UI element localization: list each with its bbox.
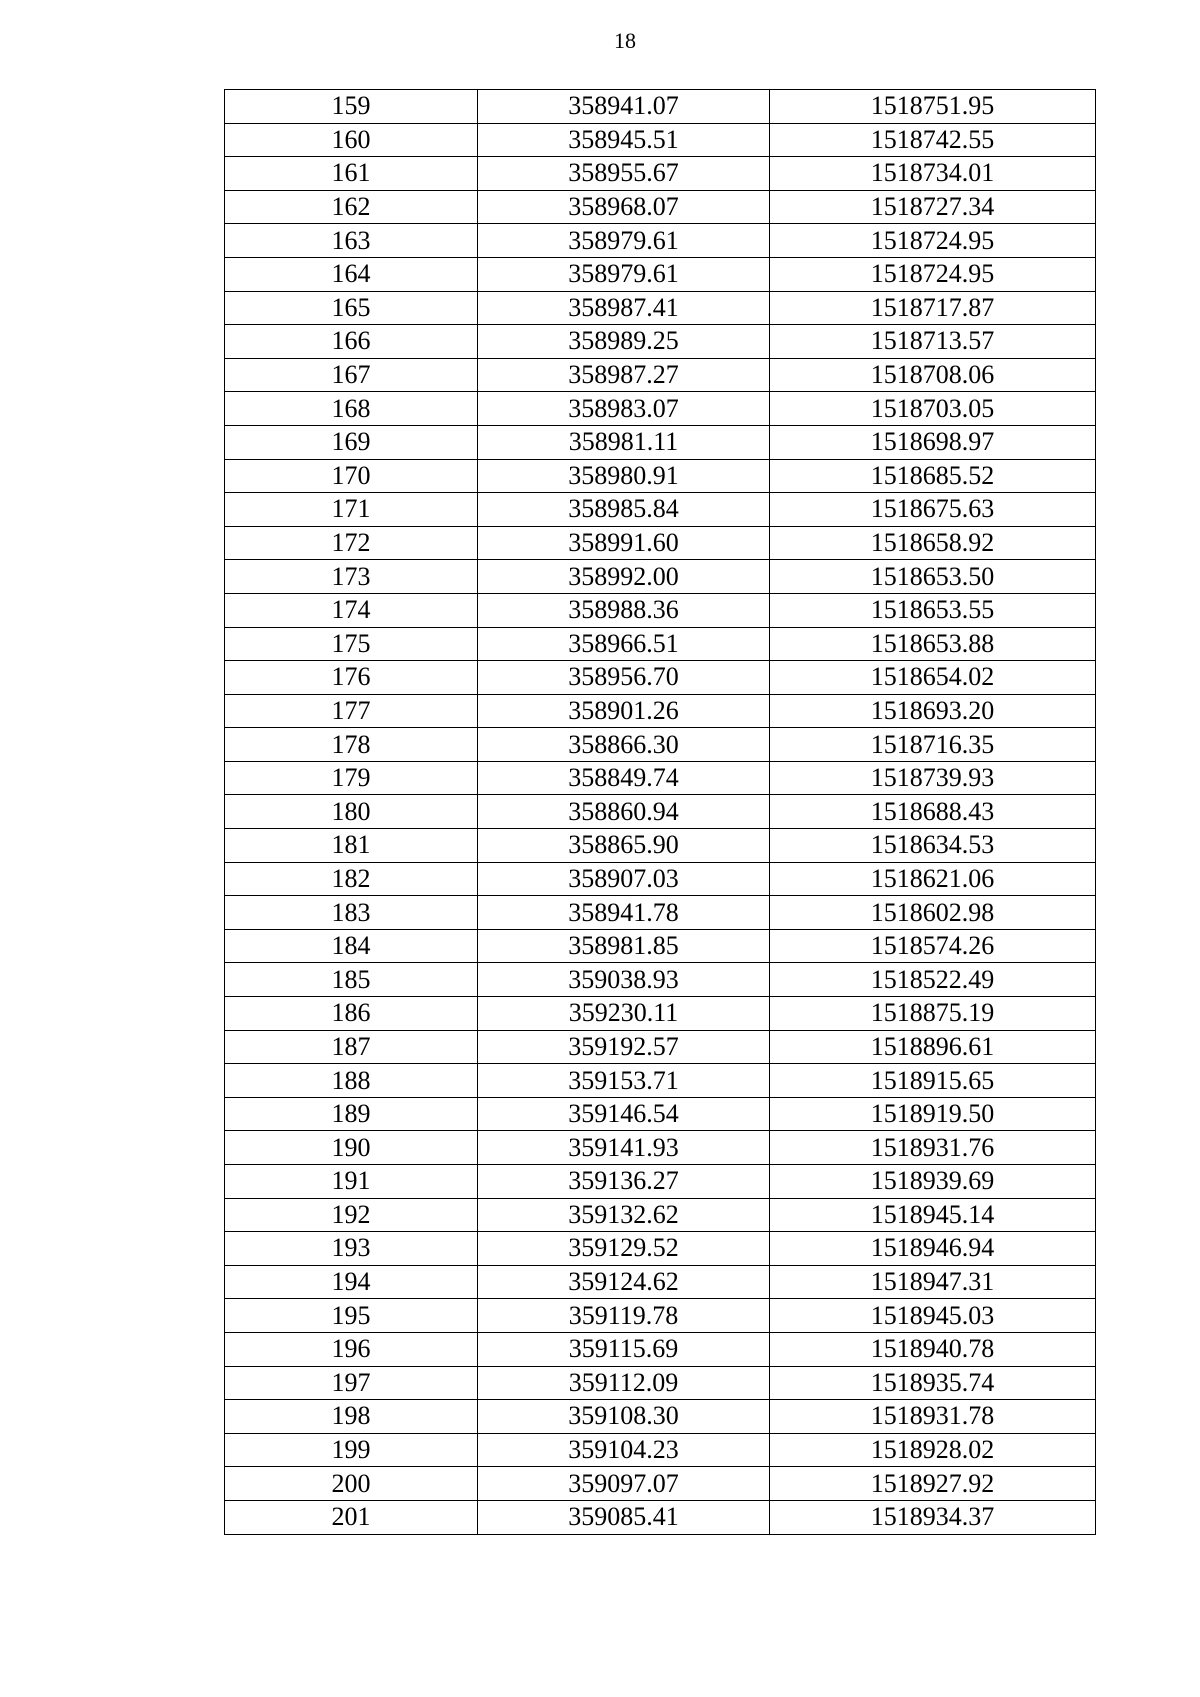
y-coordinate-cell: 1518945.03 (770, 1299, 1096, 1333)
x-coordinate-cell: 358865.90 (478, 829, 770, 863)
point-number-cell: 171 (225, 493, 478, 527)
y-coordinate-cell: 1518751.95 (770, 90, 1096, 124)
point-number-cell: 162 (225, 190, 478, 224)
y-coordinate-cell: 1518940.78 (770, 1332, 1096, 1366)
point-number-cell: 161 (225, 157, 478, 191)
point-number-cell: 185 (225, 963, 478, 997)
x-coordinate-cell: 358945.51 (478, 123, 770, 157)
y-coordinate-cell: 1518693.20 (770, 694, 1096, 728)
point-number-cell: 168 (225, 392, 478, 426)
x-coordinate-cell: 359153.71 (478, 1064, 770, 1098)
point-number-cell: 183 (225, 896, 478, 930)
table-row (225, 896, 1096, 930)
table-row (225, 190, 1096, 224)
x-coordinate-cell: 358966.51 (478, 627, 770, 661)
y-coordinate-cell: 1518742.55 (770, 123, 1096, 157)
x-coordinate-cell: 359230.11 (478, 997, 770, 1031)
table-row (225, 1467, 1096, 1501)
point-number-cell: 188 (225, 1064, 478, 1098)
y-coordinate-cell: 1518716.35 (770, 728, 1096, 762)
y-coordinate-cell: 1518602.98 (770, 896, 1096, 930)
point-number-cell: 164 (225, 257, 478, 291)
x-coordinate-cell: 358979.61 (478, 224, 770, 258)
point-number-cell: 172 (225, 526, 478, 560)
y-coordinate-cell: 1518658.92 (770, 526, 1096, 560)
point-number-cell: 169 (225, 425, 478, 459)
table-row (225, 560, 1096, 594)
table-row (225, 493, 1096, 527)
x-coordinate-cell: 359129.52 (478, 1232, 770, 1266)
x-coordinate-cell: 358983.07 (478, 392, 770, 426)
table-row (225, 1500, 1096, 1534)
point-number-cell: 163 (225, 224, 478, 258)
table-row (225, 1299, 1096, 1333)
x-coordinate-cell: 359146.54 (478, 1097, 770, 1131)
point-number-cell: 182 (225, 862, 478, 896)
y-coordinate-cell: 1518698.97 (770, 425, 1096, 459)
y-coordinate-cell: 1518739.93 (770, 761, 1096, 795)
x-coordinate-cell: 358907.03 (478, 862, 770, 896)
x-coordinate-cell: 358941.07 (478, 90, 770, 124)
table-row (225, 1232, 1096, 1266)
x-coordinate-cell: 358989.25 (478, 325, 770, 359)
table-row (225, 123, 1096, 157)
point-number-cell: 199 (225, 1433, 478, 1467)
x-coordinate-cell: 359038.93 (478, 963, 770, 997)
table-row (225, 997, 1096, 1031)
y-coordinate-cell: 1518688.43 (770, 795, 1096, 829)
x-coordinate-cell: 358988.36 (478, 593, 770, 627)
point-number-cell: 181 (225, 829, 478, 863)
x-coordinate-cell: 359097.07 (478, 1467, 770, 1501)
point-number-cell: 192 (225, 1198, 478, 1232)
point-number-cell: 200 (225, 1467, 478, 1501)
x-coordinate-cell: 359124.62 (478, 1265, 770, 1299)
point-number-cell: 179 (225, 761, 478, 795)
y-coordinate-cell: 1518621.06 (770, 862, 1096, 896)
table-row (225, 392, 1096, 426)
table-row (225, 325, 1096, 359)
y-coordinate-cell: 1518522.49 (770, 963, 1096, 997)
x-coordinate-cell: 358985.84 (478, 493, 770, 527)
point-number-cell: 189 (225, 1097, 478, 1131)
y-coordinate-cell: 1518931.78 (770, 1400, 1096, 1434)
point-number-cell: 177 (225, 694, 478, 728)
x-coordinate-cell: 358980.91 (478, 459, 770, 493)
x-coordinate-cell: 359115.69 (478, 1332, 770, 1366)
x-coordinate-cell: 358987.27 (478, 358, 770, 392)
x-coordinate-cell: 358956.70 (478, 661, 770, 695)
x-coordinate-cell: 358860.94 (478, 795, 770, 829)
x-coordinate-cell: 358968.07 (478, 190, 770, 224)
y-coordinate-cell: 1518713.57 (770, 325, 1096, 359)
y-coordinate-cell: 1518927.92 (770, 1467, 1096, 1501)
table-row (225, 1198, 1096, 1232)
point-number-cell: 167 (225, 358, 478, 392)
table-row (225, 627, 1096, 661)
y-coordinate-cell: 1518708.06 (770, 358, 1096, 392)
point-number-cell: 201 (225, 1500, 478, 1534)
point-number-cell: 178 (225, 728, 478, 762)
x-coordinate-cell: 359112.09 (478, 1366, 770, 1400)
table-row (225, 1433, 1096, 1467)
y-coordinate-cell: 1518574.26 (770, 929, 1096, 963)
y-coordinate-cell: 1518653.55 (770, 593, 1096, 627)
table-row (225, 1400, 1096, 1434)
table-row (225, 1097, 1096, 1131)
x-coordinate-cell: 359141.93 (478, 1131, 770, 1165)
point-number-cell: 187 (225, 1030, 478, 1064)
point-number-cell: 170 (225, 459, 478, 493)
page-number: 18 (614, 28, 636, 53)
point-number-cell: 198 (225, 1400, 478, 1434)
coordinates-table (224, 89, 1096, 1535)
y-coordinate-cell: 1518724.95 (770, 224, 1096, 258)
table-row (225, 90, 1096, 124)
x-coordinate-cell: 358941.78 (478, 896, 770, 930)
point-number-cell: 194 (225, 1265, 478, 1299)
table-row (225, 1332, 1096, 1366)
x-coordinate-cell: 358955.67 (478, 157, 770, 191)
table-row (225, 157, 1096, 191)
point-number-cell: 173 (225, 560, 478, 594)
table-row (225, 291, 1096, 325)
table-row (225, 1131, 1096, 1165)
point-number-cell: 191 (225, 1165, 478, 1199)
y-coordinate-cell: 1518946.94 (770, 1232, 1096, 1266)
table-row (225, 224, 1096, 258)
table-row (225, 795, 1096, 829)
point-number-cell: 184 (225, 929, 478, 963)
point-number-cell: 159 (225, 90, 478, 124)
x-coordinate-cell: 358991.60 (478, 526, 770, 560)
y-coordinate-cell: 1518875.19 (770, 997, 1096, 1031)
y-coordinate-cell: 1518685.52 (770, 459, 1096, 493)
point-number-cell: 190 (225, 1131, 478, 1165)
y-coordinate-cell: 1518928.02 (770, 1433, 1096, 1467)
point-number-cell: 165 (225, 291, 478, 325)
point-number-cell: 176 (225, 661, 478, 695)
point-number-cell: 174 (225, 593, 478, 627)
y-coordinate-cell: 1518653.88 (770, 627, 1096, 661)
table-row (225, 425, 1096, 459)
y-coordinate-cell: 1518653.50 (770, 560, 1096, 594)
x-coordinate-cell: 358866.30 (478, 728, 770, 762)
table-row (225, 862, 1096, 896)
y-coordinate-cell: 1518919.50 (770, 1097, 1096, 1131)
point-number-cell: 180 (225, 795, 478, 829)
table-row (225, 1265, 1096, 1299)
point-number-cell: 196 (225, 1332, 478, 1366)
x-coordinate-cell: 359132.62 (478, 1198, 770, 1232)
x-coordinate-cell: 359192.57 (478, 1030, 770, 1064)
x-coordinate-cell: 358981.11 (478, 425, 770, 459)
point-number-cell: 193 (225, 1232, 478, 1266)
y-coordinate-cell: 1518727.34 (770, 190, 1096, 224)
point-number-cell: 175 (225, 627, 478, 661)
table-row (225, 929, 1096, 963)
table-row (225, 661, 1096, 695)
table-row (225, 358, 1096, 392)
table-row (225, 1366, 1096, 1400)
y-coordinate-cell: 1518931.76 (770, 1131, 1096, 1165)
table-row (225, 459, 1096, 493)
table-row (225, 593, 1096, 627)
table-row (225, 1165, 1096, 1199)
point-number-cell: 195 (225, 1299, 478, 1333)
y-coordinate-cell: 1518654.02 (770, 661, 1096, 695)
x-coordinate-cell: 358981.85 (478, 929, 770, 963)
y-coordinate-cell: 1518945.14 (770, 1198, 1096, 1232)
point-number-cell: 160 (225, 123, 478, 157)
table-row (225, 728, 1096, 762)
y-coordinate-cell: 1518896.61 (770, 1030, 1096, 1064)
x-coordinate-cell: 358987.41 (478, 291, 770, 325)
table-row (225, 1064, 1096, 1098)
table-body (225, 90, 1096, 1535)
table-row (225, 526, 1096, 560)
y-coordinate-cell: 1518703.05 (770, 392, 1096, 426)
table-row (225, 1030, 1096, 1064)
y-coordinate-cell: 1518934.37 (770, 1500, 1096, 1534)
x-coordinate-cell: 359085.41 (478, 1500, 770, 1534)
x-coordinate-cell: 358979.61 (478, 257, 770, 291)
table-row (225, 963, 1096, 997)
point-number-cell: 197 (225, 1366, 478, 1400)
point-number-cell: 186 (225, 997, 478, 1031)
y-coordinate-cell: 1518939.69 (770, 1165, 1096, 1199)
table-row (225, 257, 1096, 291)
x-coordinate-cell: 358849.74 (478, 761, 770, 795)
x-coordinate-cell: 358901.26 (478, 694, 770, 728)
y-coordinate-cell: 1518675.63 (770, 493, 1096, 527)
y-coordinate-cell: 1518717.87 (770, 291, 1096, 325)
y-coordinate-cell: 1518935.74 (770, 1366, 1096, 1400)
x-coordinate-cell: 358992.00 (478, 560, 770, 594)
x-coordinate-cell: 359104.23 (478, 1433, 770, 1467)
x-coordinate-cell: 359136.27 (478, 1165, 770, 1199)
y-coordinate-cell: 1518634.53 (770, 829, 1096, 863)
x-coordinate-cell: 359119.78 (478, 1299, 770, 1333)
table-row (225, 761, 1096, 795)
y-coordinate-cell: 1518947.31 (770, 1265, 1096, 1299)
table-row (225, 829, 1096, 863)
y-coordinate-cell: 1518915.65 (770, 1064, 1096, 1098)
y-coordinate-cell: 1518724.95 (770, 257, 1096, 291)
x-coordinate-cell: 359108.30 (478, 1400, 770, 1434)
y-coordinate-cell: 1518734.01 (770, 157, 1096, 191)
point-number-cell: 166 (225, 325, 478, 359)
table-row (225, 694, 1096, 728)
